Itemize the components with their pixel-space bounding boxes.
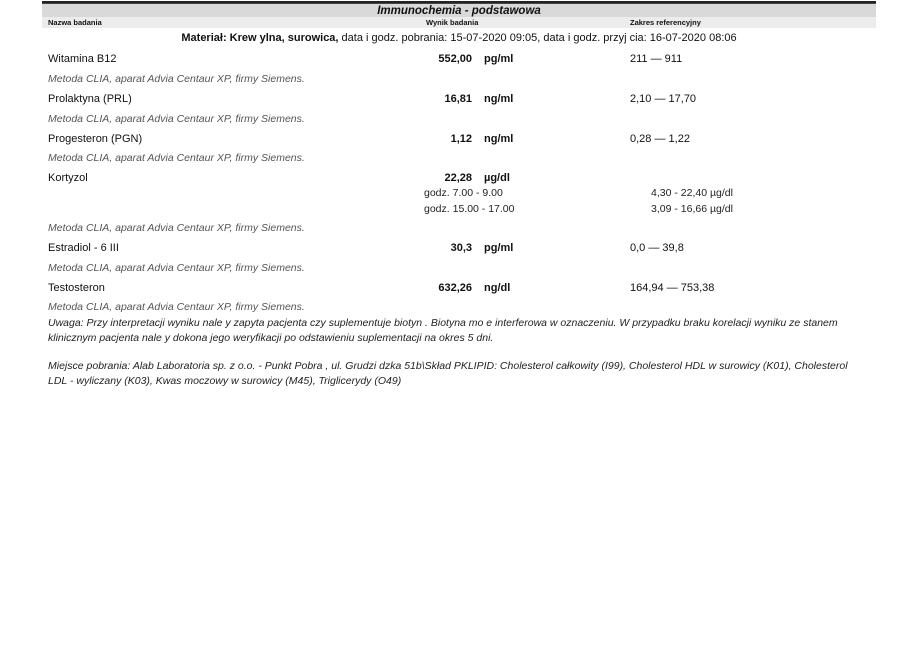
test-range-estradiol: 0,0 — 39,8 xyxy=(630,242,684,254)
test-unit-b12: pg/ml xyxy=(484,53,514,65)
test-range-prl: 2,10 — 17,70 xyxy=(630,93,697,105)
column-header-range: Zakres referencyjny xyxy=(630,18,701,27)
test-method-testosterone: Metoda CLIA, aparat Advia Centaur XP, firmy Siemens. xyxy=(48,301,305,313)
test-method-prl: Metoda CLIA, aparat Advia Centaur XP, firmy Siemens. xyxy=(48,113,305,125)
test-value-estradiol: 30,3 xyxy=(450,242,472,254)
test-range-b12: 211 — 911 xyxy=(630,53,683,65)
test-name-testosterone: Testosteron xyxy=(48,282,105,294)
material-line xyxy=(42,32,876,44)
test-method-estradiol: Metoda CLIA, aparat Advia Centaur XP, firmy Siemens. xyxy=(48,262,305,274)
test-unit-testosterone: ng/dl xyxy=(484,282,511,294)
test-name-estradiol: Estradiol - 6 III xyxy=(48,242,119,254)
cortisol-sub-label-afternoon: godz. 15.00 - 17.00 xyxy=(424,203,515,215)
test-unit-pgn: ng/ml xyxy=(484,133,514,145)
test-value-b12: 552,00 xyxy=(438,53,472,65)
test-name-cortisol: Kortyzol xyxy=(48,172,88,184)
material-label: Materiał: Krew ylna, surowica, xyxy=(181,32,339,44)
column-headers xyxy=(42,17,876,28)
test-method-b12: Metoda CLIA, aparat Advia Centaur XP, firmy Siemens. xyxy=(48,73,305,85)
test-value-prl: 16,81 xyxy=(444,93,472,105)
cortisol-sub-range-morning: 4,30 - 22,40 µg/dl xyxy=(651,187,733,199)
test-name-prl: Prolaktyna (PRL) xyxy=(48,93,132,105)
collection-location-note: Miejsce pobrania: Alab Laboratoria sp. z o.o. - Punkt Pobra , ul. Grudzi dzka 51b\Skład PKLIPID: Cholesterol całkowity (I99), Cholesterol HDL w surowicy (K01), Cholesterol LDL - wyliczany (K03), Kwas moczowy w surowicy (M45), Triglicerydy (O49) xyxy=(48,360,848,387)
material-dates: data i godz. pobrania: 15-07-2020 09:05, data i godz. przyj cia: 16-07-2020 08:06 xyxy=(338,32,737,44)
test-method-pgn: Metoda CLIA, aparat Advia Centaur XP, firmy Siemens. xyxy=(48,152,305,164)
biotin-warning-note: Uwaga: Przy interpretacji wyniku nale y zapyta pacjenta czy suplementuje biotyn . Biotyna mo e interferowa w oznaczeniu. W przypadku braku korelacji wyniku ze stanem klinicznym pacjenta nale y dokona jego weryfikacji po odstawieniu suplementacji na okres 5 dni. xyxy=(48,317,838,344)
cortisol-sub-range-afternoon: 3,09 - 16,66 µg/dl xyxy=(651,203,733,215)
test-unit-cortisol: µg/dl xyxy=(484,172,510,184)
test-range-pgn: 0,28 — 1,22 xyxy=(630,133,690,145)
cortisol-sub-label-morning: godz. 7.00 - 9.00 xyxy=(424,187,503,199)
test-name-b12: Witamina B12 xyxy=(48,53,117,65)
test-value-testosterone: 632,26 xyxy=(438,282,472,294)
test-value-pgn: 1,12 xyxy=(450,133,472,145)
column-header-result: Wynik badania xyxy=(426,18,479,27)
section-title: Immunochemia - podstawowa xyxy=(42,3,876,18)
test-range-testosterone: 164,94 — 753,38 xyxy=(630,282,715,294)
test-name-pgn: Progesteron (PGN) xyxy=(48,133,143,145)
test-unit-estradiol: pg/ml xyxy=(484,242,514,254)
column-header-name: Nazwa badania xyxy=(48,18,102,27)
test-method-cortisol: Metoda CLIA, aparat Advia Centaur XP, firmy Siemens. xyxy=(48,222,305,234)
test-unit-prl: ng/ml xyxy=(484,93,514,105)
test-value-cortisol: 22,28 xyxy=(444,172,472,184)
